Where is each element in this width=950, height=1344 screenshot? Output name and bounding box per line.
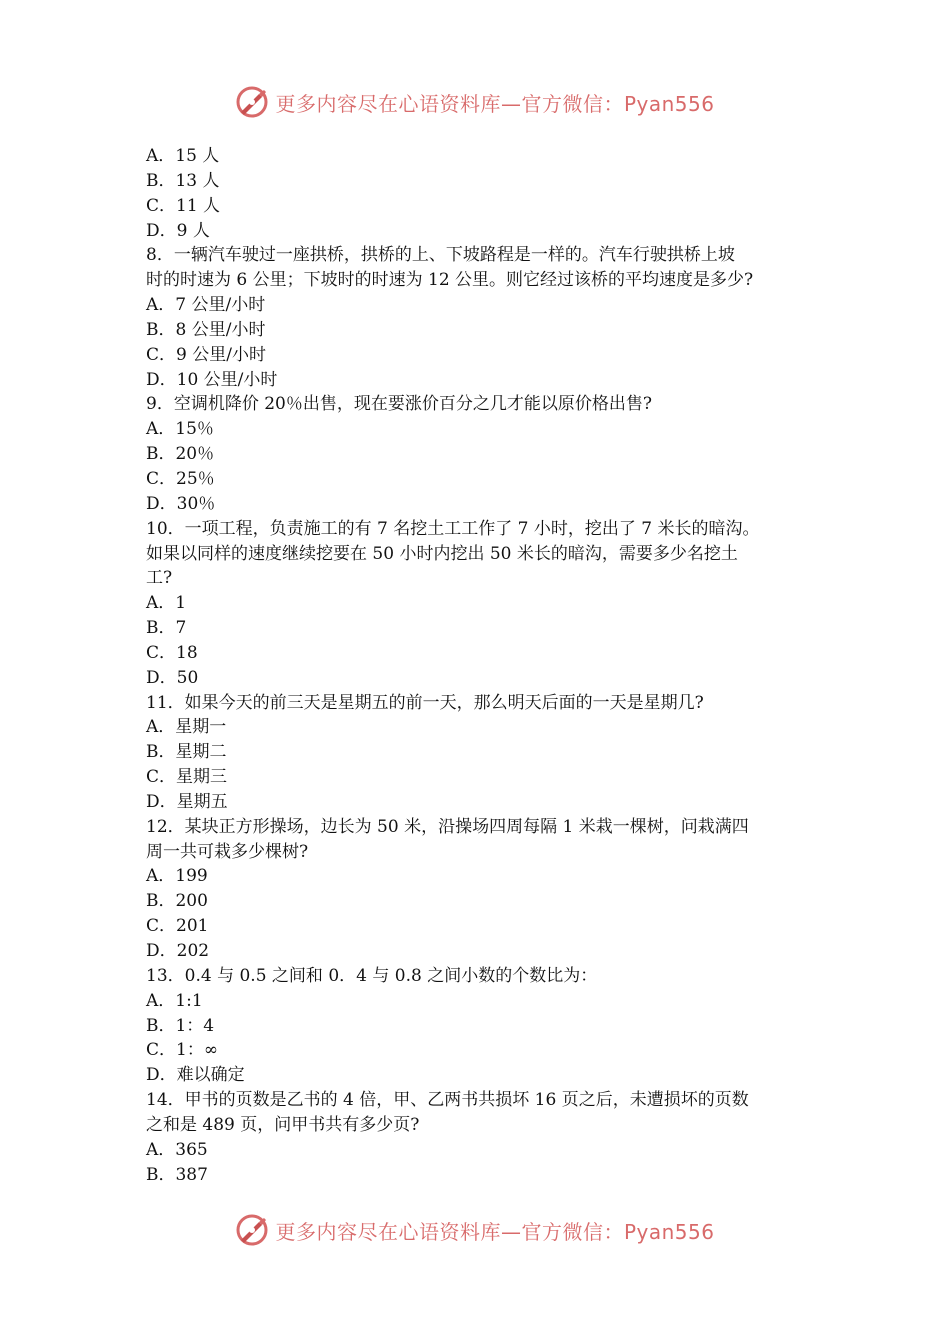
option-line: B．20％ [146,444,215,465]
question-line: 11．如果今天的前三天是星期五的前一天，那么明天后面的一天是星期几? [146,692,704,713]
option-line: A．15％ [146,419,214,440]
option-line: B．13 人 [146,170,220,191]
footer-watermark-text: 更多内容尽在心语资料库—官方微信：Pyan556 [275,1219,715,1244]
option-line: C．9 公里/小时 [146,344,266,365]
option-line: D．10 公里/小时 [146,369,278,390]
header-watermark-text: 更多内容尽在心语资料库—官方微信：Pyan556 [275,91,715,116]
question-line: 12．某块正方形操场，边长为 50 米，沿操场四周每隔 1 米栽一棵树，问栽满四 [146,816,749,837]
question-line: 如果以同样的速度继续挖要在 50 小时内挖出 50 米长的暗沟，需要多少名挖土 [146,543,738,564]
option-line: C．1：∞ [146,1040,218,1061]
option-line: C．18 [146,642,198,663]
option-line: A．1:1 [146,990,203,1011]
pen-circle-icon [235,85,269,119]
option-line: A．199 [146,866,208,887]
question-line: 10．一项工程，负责施工的有 7 名挖土工工作了 7 小时，挖出了 7 米长的暗沟。 [146,518,760,539]
option-line: D．星期五 [146,791,228,812]
question-list [146,144,816,1187]
option-line: C．25％ [146,468,215,489]
question-line: 9．空调机降价 20％出售，现在要涨价百分之几才能以原价格出售? [146,394,652,415]
option-line: D．50 [146,667,199,688]
option-line: B．387 [146,1164,208,1185]
option-line: A．1 [146,593,187,614]
option-line: A．365 [146,1139,208,1160]
question-line: 14．甲书的页数是乙书的 4 倍，甲、乙两书共损坏 16 页之后，未遭损坏的页数 [146,1090,749,1111]
question-line: 周一共可栽多少棵树? [146,841,309,862]
option-line: B．7 [146,618,187,639]
question-line: 工? [146,568,173,589]
question-line: 之和是 489 页，问甲书共有多少页? [146,1114,420,1135]
option-line: A．星期一 [146,717,227,738]
option-line: B．8 公里/小时 [146,319,266,340]
option-line: B．200 [146,891,208,912]
footer-watermark-banner [0,1210,950,1250]
option-line: D．30％ [146,493,216,514]
option-line: B．星期二 [146,742,227,763]
option-line: D．202 [146,941,210,961]
option-line: C．201 [146,916,209,937]
question-line: 8．一辆汽车驶过一座拱桥，拱桥的上、下坡路程是一样的。汽车行驶拱桥上坡 [146,245,735,266]
option-line: A．7 公里/小时 [146,295,266,316]
header-watermark-banner [0,82,950,122]
pen-circle-icon [235,1213,269,1247]
option-line: C．星期三 [146,767,228,788]
option-line: B．1：4 [146,1015,215,1036]
question-line: 时的时速为 6 公里；下坡时的时速为 12 公里。则它经过该桥的平均速度是多少? [146,270,754,291]
option-line: D．9 人 [146,220,210,241]
option-line: D．难以确定 [146,1065,245,1086]
option-line: C．11 人 [146,195,221,216]
option-line: A．15 人 [146,146,220,166]
question-line: 13．0.4 与 0.5 之间和 0．4 与 0.8 之间小数的个数比为： [146,965,598,986]
